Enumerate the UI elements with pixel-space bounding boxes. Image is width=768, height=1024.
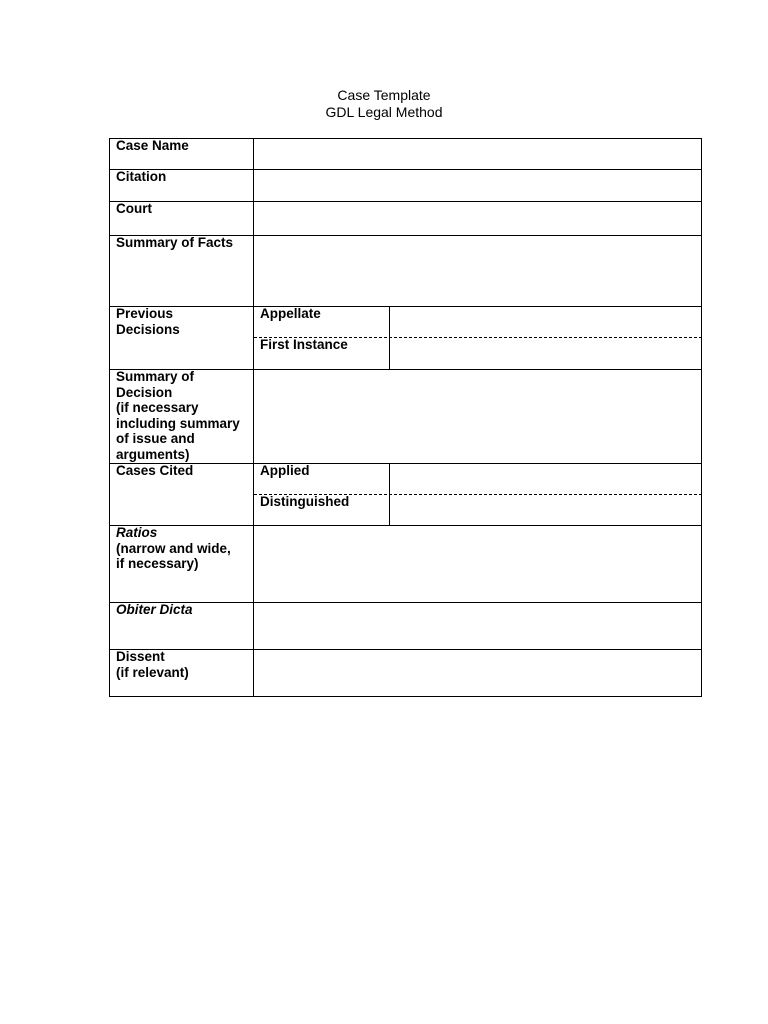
label-ratios-title: Ratios <box>116 525 158 540</box>
field-dissent[interactable] <box>254 650 701 696</box>
field-case-name[interactable] <box>254 139 701 169</box>
label-first-instance: First Instance <box>260 337 348 352</box>
field-first-instance[interactable] <box>390 338 701 369</box>
field-ratios[interactable] <box>254 526 701 602</box>
label-cases-cited: Cases Cited <box>116 463 194 478</box>
label-appellate: Appellate <box>260 306 321 321</box>
field-citation[interactable] <box>254 170 701 201</box>
field-appellate[interactable] <box>390 307 701 337</box>
field-applied[interactable] <box>390 464 701 494</box>
label-previous-decisions: Previous Decisions <box>116 306 180 337</box>
field-obiter-dicta[interactable] <box>254 603 701 649</box>
field-summary-of-facts[interactable] <box>254 236 701 306</box>
label-ratios-note: (narrow and wide, if necessary) <box>116 540 231 571</box>
label-court: Court <box>116 201 152 216</box>
field-court[interactable] <box>254 202 701 235</box>
label-case-name: Case Name <box>116 138 189 153</box>
label-citation: Citation <box>116 169 167 184</box>
label-obiter-dicta-text: Obiter Dicta <box>116 602 193 617</box>
label-obiter-dicta <box>116 602 193 618</box>
page-header <box>0 87 768 121</box>
label-dissent: Dissent (if relevant) <box>116 649 189 680</box>
label-summary-of-facts: Summary of Facts <box>116 235 234 250</box>
page-subtitle: GDL Legal Method <box>325 104 443 120</box>
page-title: Case Template <box>337 87 431 103</box>
field-distinguished[interactable] <box>390 495 701 525</box>
label-distinguished: Distinguished <box>260 494 350 509</box>
label-summary-of-decision: Summary of Decision (if necessary including summary of issue and arguments) <box>116 369 240 462</box>
field-summary-of-decision[interactable] <box>254 370 701 463</box>
case-template-table <box>109 138 702 697</box>
label-applied: Applied <box>260 463 310 478</box>
label-ratios <box>116 525 231 572</box>
